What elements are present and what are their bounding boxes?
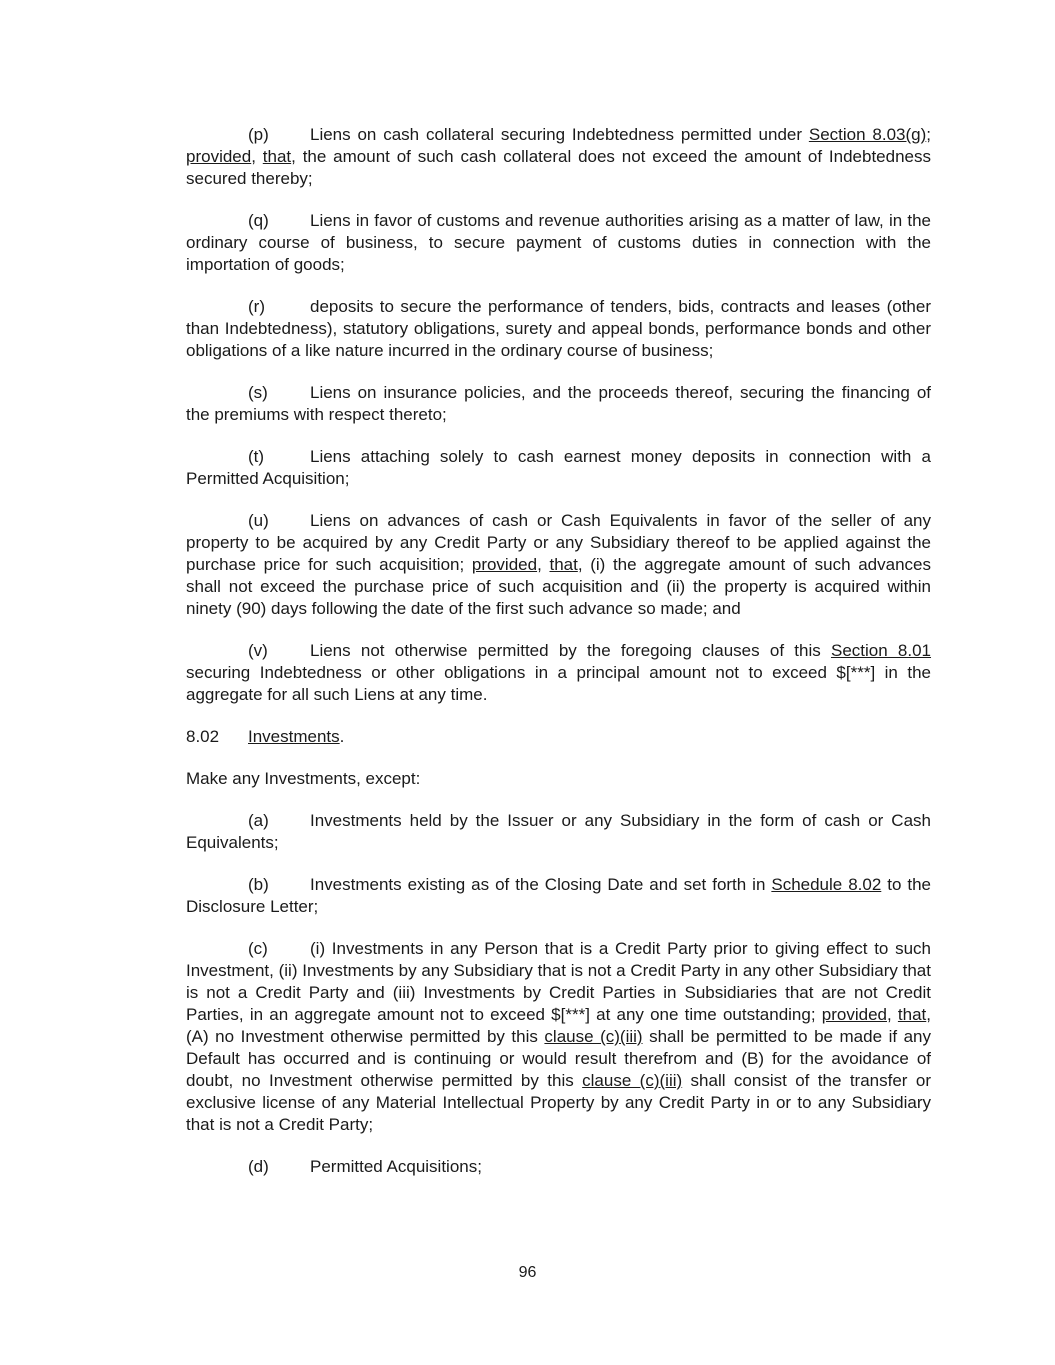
document-body (186, 124, 931, 1198)
clause-text: Permitted Acquisitions; (310, 1157, 482, 1176)
lien-clause-t (186, 446, 931, 490)
lien-clause-s (186, 382, 931, 426)
investments-clauses (186, 810, 931, 1178)
investment-clause-a (186, 810, 931, 854)
underlined-reference: Section 8.03(g) (808, 125, 927, 144)
investment-clause-b (186, 874, 931, 918)
clause-text: , (537, 555, 550, 574)
clause-label: (v) (248, 641, 268, 660)
underlined-reference: that (262, 147, 292, 166)
clause-text: (i) Investments in any Person that is a Credit Party prior to giving effect to such Investment, (ii) Investments by any Subsidiary that is not a Credit Party in any other Subsidiary that is not a Credit Party and (iii) Investments by Credit Parties in Subsidiaries that are not Credit Parties, in an aggregate amount not to exceed $[***] at any one time outstanding; (186, 939, 931, 1024)
clause-label: (c) (248, 939, 268, 958)
clause-text: , (i) the aggregate amount of such advances shall not exceed the purchase price of such acquisition and (ii) the property is acquired within ninety (90) days following the date of the first such advance so made; and (186, 555, 931, 618)
clause-text: Investments held by the Issuer or any Subsidiary in the form of cash or Cash Equivalents; (186, 811, 931, 852)
clause-text: deposits to secure the performance of tenders, bids, contracts and leases (other than Indebtedness), statutory obligations, surety and appeal bonds, performance bonds and other obligations of a like nature incurred in the ordinary course of business; (186, 297, 931, 360)
lien-clause-r (186, 296, 931, 362)
clause-label: (r) (248, 297, 265, 316)
clause-text: to the Disclosure Letter; (186, 875, 931, 916)
clause-text: Liens not otherwise permitted by the foregoing clauses of this (310, 641, 831, 660)
lien-clause-v (186, 640, 931, 706)
clause-label: (u) (248, 511, 269, 530)
clause-text: , the amount of such cash collateral does not exceed the amount of Indebtedness secured thereby; (186, 147, 931, 188)
clause-text: , (A) no Investment otherwise permitted by this (186, 1005, 931, 1046)
underlined-reference: Schedule 8.02 (771, 875, 882, 894)
clause-label: (p) (248, 125, 269, 144)
clause-label: (a) (248, 811, 269, 830)
investment-clause-c (186, 938, 931, 1136)
clause-label: (b) (248, 875, 269, 894)
clause-label: (q) (248, 211, 269, 230)
clause-text: securing Indebtedness or other obligations in a principal amount not to exceed $[***] in the aggregate for all such Liens at any time. (186, 663, 931, 704)
liens-clauses (186, 124, 931, 706)
lien-clause-p (186, 124, 931, 190)
underlined-reference: clause (c)(iii) (544, 1027, 643, 1046)
clause-text: Liens on insurance policies, and the proceeds thereof, securing the financing of the premiums with respect thereto; (186, 383, 931, 424)
clause-text: shall be permitted to be made if any Default has occurred and is continuing or would result therefrom and (B) for the avoidance of doubt, no Investment otherwise permitted by this (186, 1027, 932, 1090)
investment-clause-d (186, 1156, 931, 1178)
section-intro: Make any Investments, except: (186, 769, 421, 788)
underlined-reference: provided (471, 555, 538, 574)
clause-text: , (886, 1005, 898, 1024)
clause-label: (s) (248, 383, 268, 402)
underlined-reference: provided (821, 1005, 887, 1024)
underlined-reference: provided (186, 147, 252, 166)
clause-text: Investments existing as of the Closing Date and set forth in (310, 875, 772, 894)
lien-clause-u (186, 510, 931, 620)
clause-text: Liens on advances of cash or Cash Equivalents in favor of the seller of any property to be acquired by any Credit Party or any Subsidiary thereof to be applied against the purchase price for such acquisition; (186, 511, 931, 574)
clause-text: shall consist of the transfer or exclusive license of any Material Intellectual Property by any Credit Party in or to any Subsidiary that is not a Credit Party; (186, 1071, 931, 1134)
clause-label: (t) (248, 447, 265, 466)
underlined-reference: that (549, 555, 578, 574)
section-title: Investments (248, 727, 340, 746)
clause-text: , (251, 147, 263, 166)
clause-text: Liens attaching solely to cash earnest money deposits in connection with a Permitted Acquisition; (186, 447, 931, 488)
clause-text: Liens in favor of customs and revenue authorities arising as a matter of law, in the ordinary course of business, to secure payment of customs duties in connection with the importation of goods; (186, 211, 931, 274)
section-number: 8.02 (186, 727, 220, 746)
underlined-reference: Section 8.01 (830, 641, 932, 660)
clause-text: Liens on cash collateral securing Indebtedness permitted under (310, 125, 809, 144)
section-title-suffix: . (339, 727, 345, 746)
underlined-reference: clause (c)(iii) (582, 1071, 683, 1090)
clause-text: ; (926, 125, 931, 144)
page-number: 96 (518, 1264, 537, 1281)
clause-label: (d) (248, 1157, 269, 1176)
underlined-reference: that (897, 1005, 927, 1024)
lien-clause-q (186, 210, 931, 276)
section-heading (186, 726, 931, 748)
